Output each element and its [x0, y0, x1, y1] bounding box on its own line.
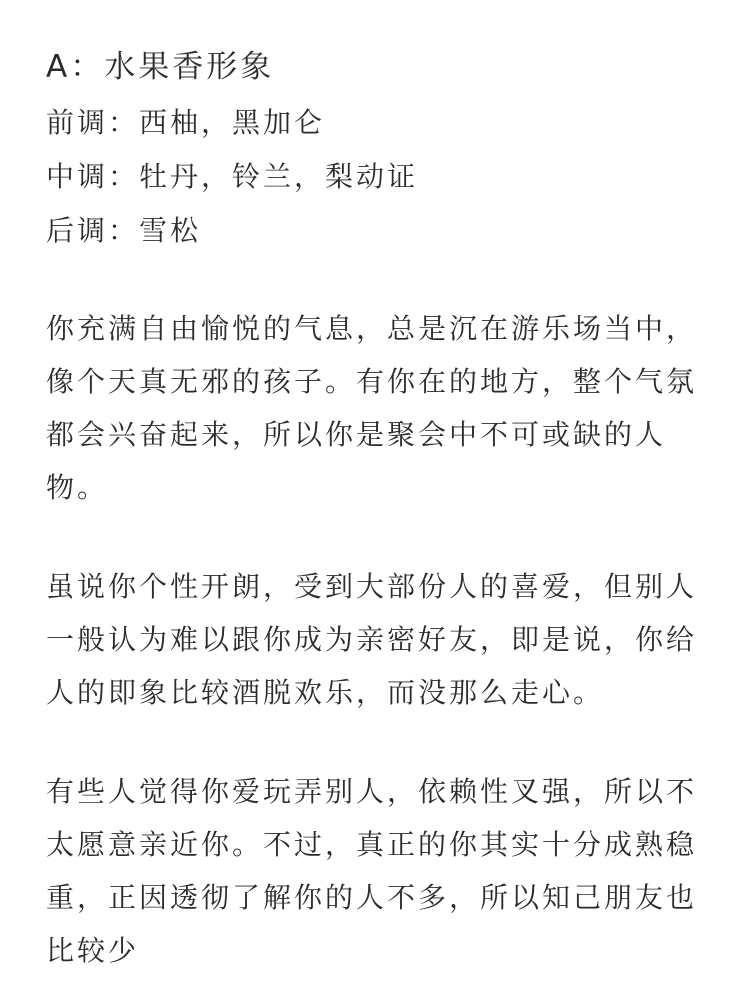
- fragrance-notes-list: [46, 96, 706, 258]
- base-note: 后调：雪松: [46, 214, 202, 247]
- paragraph-true-self: 有些人觉得你爱玩弄别人，依赖性叉强，所以不太愿意亲近你。不过，真正的你其实十分成熟稳重，正因透彻了解你的人不多，所以知己朋友也比较少: [46, 775, 698, 967]
- paragraph-social-impression: 虽说你个性开朗，受到大部份人的喜爱，但别人一般认为难以跟你成为亲密好友，即是说，你给人的即象比较酒脱欢乐，而没那么走心。: [46, 570, 698, 709]
- article-title: A：水果香形象: [46, 49, 275, 85]
- middle-note: 中调：牡丹，铃兰，梨动证: [46, 160, 419, 193]
- paragraph-personality: 你充满自由愉悦的气息，总是沉在游乐场当中，像个天真无邪的孩子。有你在的地方，整个气氛都会兴奋起来，所以你是聚会中不可或缺的人物。: [46, 312, 698, 504]
- top-note: 前调：西柚，黑加仑: [46, 106, 326, 139]
- article: [46, 42, 706, 977]
